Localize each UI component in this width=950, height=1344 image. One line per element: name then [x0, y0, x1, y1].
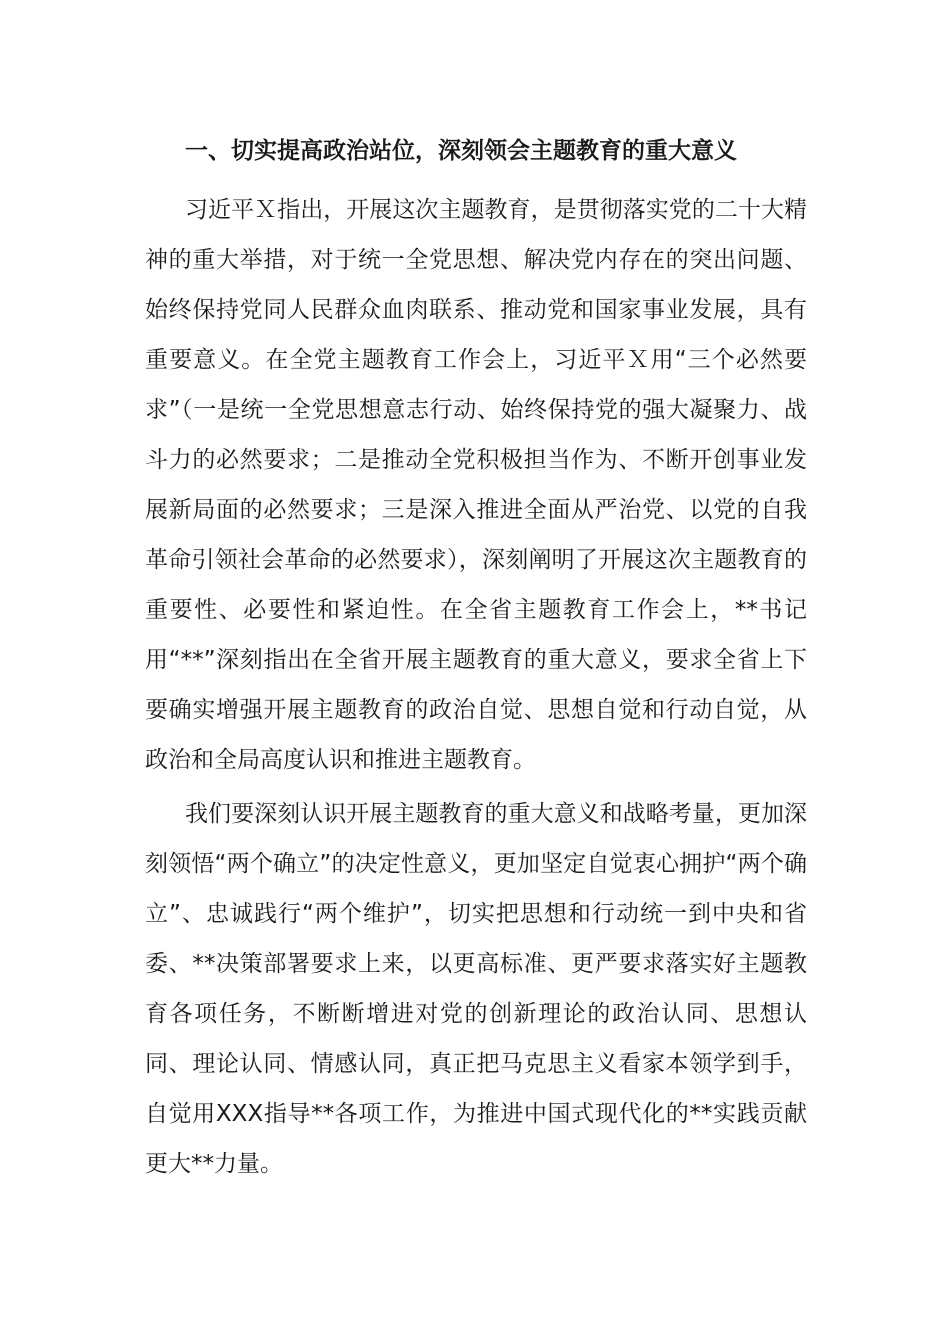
- body-paragraph-2: 我们要深刻认识开展主题教育的重大意义和战略考量，更加深刻领悟“两个确立”的决定性意义，更加坚定自觉衷心拥护“两个确立”、忠诚践行“两个维护”，切实把思想和行动统一到中央和省委、**决策部署要求上来，以更高标准、更严要求落实好主题教育各项任务，不断断增进对党的创新理论的政治认同、思想认同、理论认同、情感认同，真正把马克思主义看家本领学到手，自觉用XXX指导**各项工作，为推进中国式现代化的**实践贡献更大**力量。: [145, 801, 807, 1177]
- section-heading: 一、切实提高政治站位，深刻领会主题教育的重大意义: [185, 138, 737, 164]
- body-paragraph-1: 习近平Ｘ指出，开展这次主题教育，是贯彻落实党的二十大精神的重大举措，对于统一全党思想、解决党内存在的突出问题、始终保持党同人民群众血肉联系、推动党和国家事业发展，具有重要意义。在全党主题教育工作会上，习近平Ｘ用“三个必然要求”（一是统一全党思想意志行动、始终保持党的强大凝聚力、战斗力的必然要求；二是推动全党积极担当作为、不断开创事业发展新局面的必然要求；三是深入推进全面从严治党、以党的自我革命引领社会革命的必然要求），深刻阐明了开展这次主题教育的重要性、必要性和紧迫性。在全省主题教育工作会上，**书记用“**”深刻指出在全省开展主题教育的重大意义，要求全省上下要确实增强开展主题教育的政治自觉、思想自觉和行动自觉，从政治和全局高度认识和推进主题教育。: [145, 197, 807, 773]
